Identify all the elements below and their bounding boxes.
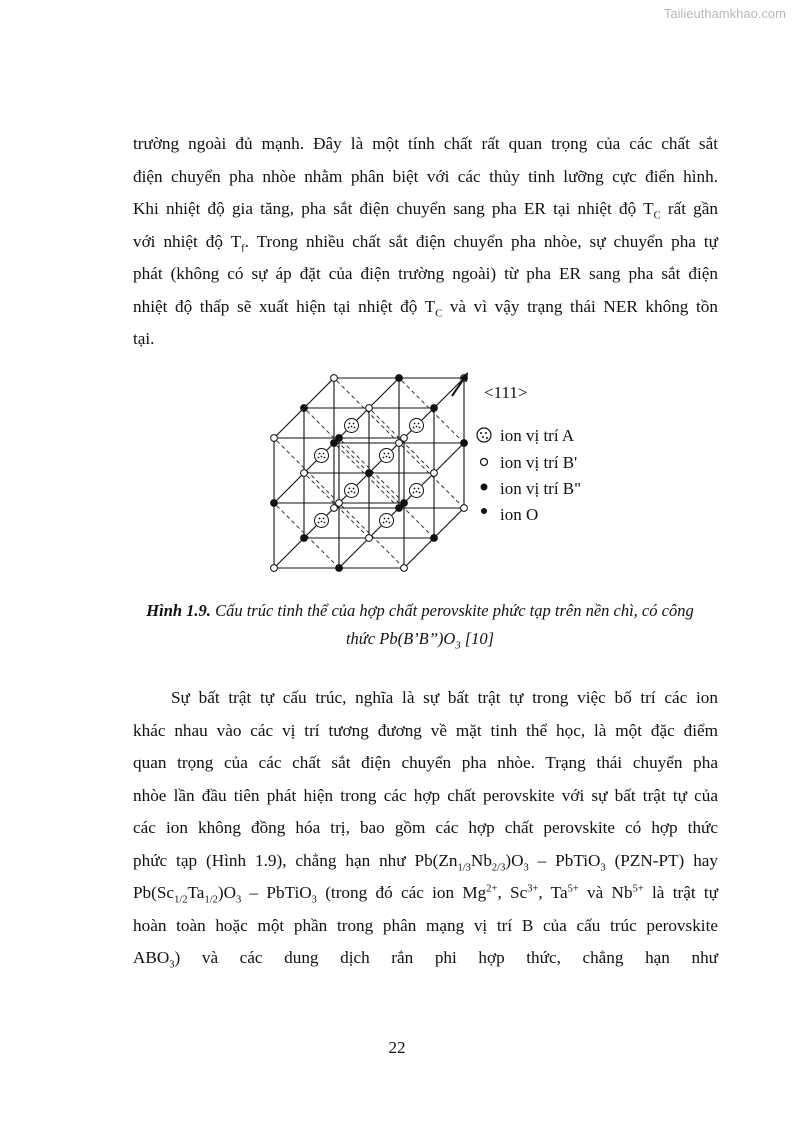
legend-o: ion O xyxy=(500,505,539,524)
a-site-dot xyxy=(348,492,350,494)
a-site-dot xyxy=(318,457,320,459)
a-site-dot xyxy=(384,518,386,520)
a-site-dot xyxy=(386,456,388,458)
a-site-dot xyxy=(323,518,325,520)
p1-line-6: nhiệt độ thấp sẽ xuất hiện tại nhiệt độ $T_C$ và vì vậy trạng thái NER không tồn xyxy=(133,296,718,319)
caption-line-2: thức $Pb(B’B’’)O_3$ [10] xyxy=(345,629,495,652)
p2-line-7: $Pb(Sc_{1/2}Ta_{1/2})O_3$ – PbTiO$_3$ (trong đó các ion $Mg^{2+}$, $Sc^{3+}$, $Ta^{5+}$ và $Nb^{5+}$ là trật tự xyxy=(133,883,719,906)
a-site-ion xyxy=(315,514,329,528)
legend xyxy=(477,426,581,524)
lattice-site xyxy=(301,470,308,477)
a-site-dot xyxy=(419,492,421,494)
a-site-dot xyxy=(354,427,356,429)
site-b2-icon xyxy=(481,484,488,491)
a-site-dot xyxy=(319,453,321,455)
direction-arrow-icon xyxy=(452,372,468,396)
a-site-dot xyxy=(353,423,355,425)
a-site-ion xyxy=(380,449,394,463)
a-site-dot xyxy=(418,488,420,490)
a-site-dot xyxy=(321,521,323,523)
a-site-dot xyxy=(324,457,326,459)
p2-line-1: Sự bất trật tự cấu trúc, nghĩa là sự bất trật tự trong việc bố trí các ion xyxy=(171,688,718,707)
a-site-dot xyxy=(384,453,386,455)
a-site-dot xyxy=(321,456,323,458)
a-site-dot xyxy=(351,491,353,493)
lattice-site xyxy=(431,470,438,477)
a-site-dot xyxy=(386,521,388,523)
lattice-site xyxy=(401,500,408,507)
a-site-dot xyxy=(413,492,415,494)
a-site-dot xyxy=(323,453,325,455)
p1-line-5: phát (không có sự áp đặt của điện trường ngoài) từ pha ER sang pha sắt điện xyxy=(133,264,718,283)
p2-line-5: các ion không đồng hóa trị, bao gồm các hợp chất perovskite có hợp thức xyxy=(133,818,718,837)
a-site-ion xyxy=(345,419,359,433)
perovskite-structure-figure xyxy=(262,368,602,586)
a-site-dot xyxy=(383,522,385,524)
legend-b1: ion vị trí B' xyxy=(500,453,578,472)
oxygen-icon xyxy=(481,508,487,514)
p2-line-4: nhòe lần đầu tiên phát hiện trong các hợp chất perovskite với sự bất trật tự của xyxy=(133,785,718,805)
p2-line-3: quan trọng của các chất sắt điện chuyển pha nhòe. Trạng thái chuyển pha xyxy=(133,753,718,772)
a-site-dot xyxy=(388,518,390,520)
p2-line-8: hoàn toàn hoặc một phần trong phân mạng vị trí B của cấu trúc perovskite xyxy=(133,915,718,935)
p1-line-7: tại. xyxy=(133,329,155,348)
paragraph-2 xyxy=(133,682,718,975)
watermark: Tailieuthamkhao.com xyxy=(663,6,786,21)
paragraph-1 xyxy=(133,128,718,356)
lattice-site xyxy=(331,375,338,382)
lattice-site xyxy=(431,535,438,542)
a-site-dot xyxy=(324,522,326,524)
caption-label: Hình 1.9. xyxy=(146,601,211,620)
a-site-dot xyxy=(414,423,416,425)
lattice-site xyxy=(431,405,438,412)
lattice-site xyxy=(336,565,343,572)
a-site-ion xyxy=(345,484,359,498)
a-site-dot xyxy=(353,488,355,490)
p1-line-2: điện chuyển pha nhòe nhằm phân biệt với các thủy tinh lưỡng cực điển hình. xyxy=(133,166,718,186)
lattice-site xyxy=(366,535,373,542)
a-site-dot xyxy=(416,426,418,428)
p2-line-2: khác nhau vào các vị trí tương đương về mặt tinh thể học, là một đặc điểm xyxy=(133,720,718,740)
lattice-site xyxy=(271,500,278,507)
a-site-dot xyxy=(413,427,415,429)
lattice-site xyxy=(396,375,403,382)
a-site-ion xyxy=(380,514,394,528)
legend-b2: ion vị trí B" xyxy=(500,479,582,498)
legend-a: ion vị trí A xyxy=(500,426,575,445)
lattice-site xyxy=(366,470,373,477)
p2-line-6: phức tạp (Hình 1.9), chẳng hạn như $Pb(Zn_{1/3}Nb_{2/3})O_3$ – PbTiO$_3$ (PZN-PT) hay xyxy=(133,850,719,873)
lattice-site xyxy=(301,535,308,542)
a-site-dot xyxy=(416,491,418,493)
direction-label: <111> xyxy=(484,383,528,402)
lattice-site xyxy=(366,405,373,412)
a-site-dot xyxy=(383,457,385,459)
a-site-dot xyxy=(389,522,391,524)
a-site-ion xyxy=(410,484,424,498)
p1-line-1: trường ngoài đủ mạnh. Đây là một tính chất rất quan trọng của các chất sắt xyxy=(133,134,718,153)
page-number: 22 xyxy=(388,1038,406,1057)
a-site-dot xyxy=(389,457,391,459)
a-site-dot xyxy=(388,453,390,455)
lattice-site xyxy=(401,565,408,572)
a-site-dot xyxy=(318,522,320,524)
figure-caption xyxy=(120,597,720,653)
lattice-site xyxy=(401,435,408,442)
a-site-dot xyxy=(354,492,356,494)
a-site-ion xyxy=(315,449,329,463)
caption-line-1: Hình 1.9. Cấu trúc tinh thể của hợp chất perovskite phức tạp trên nền chì, có công xyxy=(146,601,694,620)
lattice-site xyxy=(461,440,468,447)
lattice-site xyxy=(336,435,343,442)
a-site-dot xyxy=(349,488,351,490)
a-site-dot xyxy=(351,426,353,428)
lattice-site xyxy=(336,500,343,507)
p1-line-4: với nhiệt độ $T_f$. Trong nhiều chất sắt điện chuyển pha nhòe, sự chuyển pha tự xyxy=(133,231,718,254)
a-site-dot xyxy=(414,488,416,490)
a-site-dot xyxy=(418,423,420,425)
site-a-icon xyxy=(477,428,491,442)
a-site-ion xyxy=(410,419,424,433)
a-site-dot xyxy=(419,427,421,429)
lattice-site xyxy=(271,435,278,442)
a-site-dot xyxy=(348,427,350,429)
a-site-dot xyxy=(319,518,321,520)
p2-line-9: $ABO_3$) và các dung dịch rắn phi hợp thức, chẳng hạn như xyxy=(133,948,718,971)
lattice-site xyxy=(271,565,278,572)
a-site-dot xyxy=(349,423,351,425)
site-b1-icon xyxy=(481,459,488,466)
lattice-site xyxy=(461,505,468,512)
p1-line-3: Khi nhiệt độ gia tăng, pha sắt điện chuyển sang pha ER tại nhiệt độ $T_C$ rất gần xyxy=(133,199,718,222)
lattice-site xyxy=(301,405,308,412)
